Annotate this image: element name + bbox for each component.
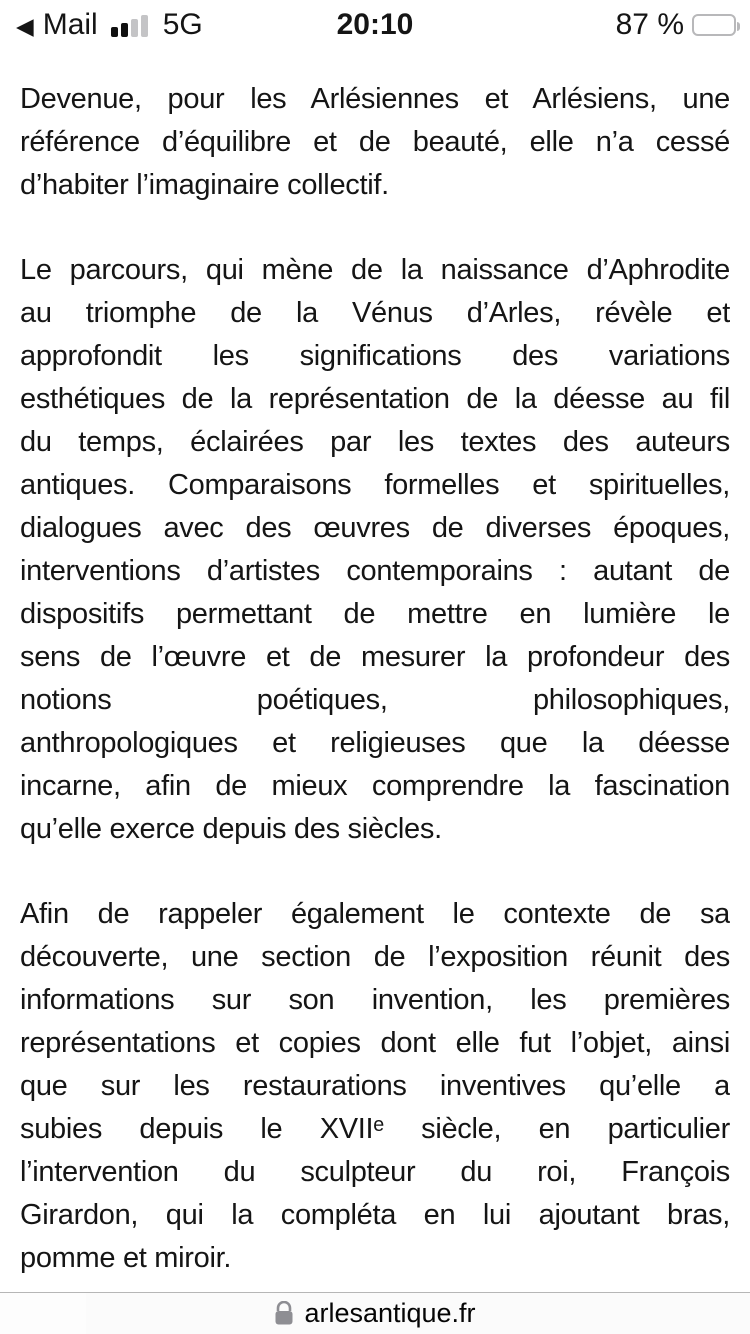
text-line: qu’elle exerce depuis des siècles. <box>20 813 442 845</box>
paragraph <box>20 78 730 207</box>
text-line: notions poétiques, philosophiques, <box>20 684 730 716</box>
text-line: subies depuis le XVIIᵉ siècle, en particulier <box>20 1113 730 1145</box>
text-line: découverte, une section de l’exposition réunit des <box>20 941 730 973</box>
text-line: dialogues avec des œuvres de diverses époques, <box>20 512 730 544</box>
back-app-label: Mail <box>42 8 98 41</box>
text-line: du temps, éclairées par les textes des auteurs <box>20 426 730 458</box>
battery-status <box>616 8 736 42</box>
back-to-app-button[interactable] <box>16 8 203 42</box>
text-line: antiques. Comparaisons formelles et spirituelles, <box>20 469 730 501</box>
text-line: esthétiques de la représentation de la déesse au fil <box>20 383 730 415</box>
text-line: Girardon, qui la compléta en lui ajoutant bras, <box>20 1199 730 1231</box>
article-body <box>0 44 750 1280</box>
corner-shade <box>0 1293 86 1334</box>
padlock-icon <box>274 1301 294 1326</box>
text-line: anthropologiques et religieuses que la déesse <box>20 727 730 759</box>
cellular-signal-icon <box>111 13 148 37</box>
text-line: pomme et miroir. <box>20 1242 232 1274</box>
text-line: au triomphe de la Vénus d’Arles, révèle et <box>20 297 730 329</box>
text-line: Le parcours, qui mène de la naissance d’Aphrodite <box>20 254 730 286</box>
text-line: approfondit les significations des variations <box>20 340 730 372</box>
text-line: sens de l’œuvre et de mesurer la profondeur des <box>20 641 730 673</box>
status-bar-clock: 20:10 <box>336 8 414 41</box>
battery-percent-label: 87 % <box>615 8 684 41</box>
text-line: Devenue, pour les Arlésiennes et Arlésiens, une <box>20 83 730 115</box>
paragraph <box>20 893 730 1280</box>
text-line: incarne, afin de mieux comprendre la fascination <box>20 770 730 802</box>
paragraph <box>20 249 730 851</box>
text-line: Afin de rappeler également le contexte de sa <box>20 898 730 930</box>
text-line: référence d’équilibre et de beauté, elle n’a cessé <box>20 126 730 158</box>
text-line: représentations et copies dont elle fut l’objet, ainsi <box>20 1027 730 1059</box>
battery-icon <box>692 14 736 36</box>
text-line: dispositifs permettant de mettre en lumière le <box>20 598 730 630</box>
network-type-label: 5G <box>162 8 203 41</box>
text-line: interventions d’artistes contemporains : autant de <box>20 555 730 587</box>
text-line: l’intervention du sculpteur du roi, François <box>20 1156 730 1188</box>
text-line: informations sur son invention, les premières <box>20 984 730 1016</box>
text-line: que sur les restaurations inventives qu’elle a <box>20 1070 730 1102</box>
url-bar[interactable] <box>0 1292 750 1334</box>
text-line: d’habiter l’imaginaire collectif. <box>20 169 389 201</box>
url-text: arlesantique.fr <box>304 1298 476 1328</box>
back-icon: ◀ <box>16 12 34 39</box>
status-bar <box>0 0 750 44</box>
